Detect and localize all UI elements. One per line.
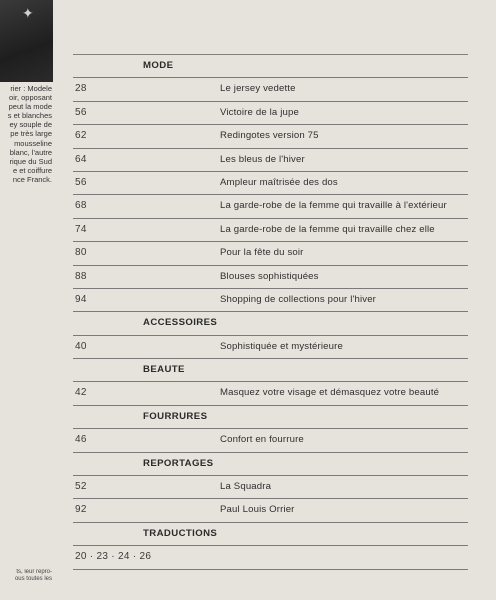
entry-title: Shopping de collections pour l'hiver — [220, 293, 377, 305]
section-heading-traductions — [73, 523, 468, 546]
section-heading: TRADUCTIONS — [143, 527, 218, 539]
page-number: 64 — [75, 153, 87, 165]
toc-entry — [73, 289, 468, 312]
toc-entry — [73, 78, 468, 101]
section-heading-accessoires — [73, 312, 468, 335]
page-number: 74 — [75, 223, 87, 235]
toc-entry — [73, 382, 468, 405]
entry-title: Pour la fête du soir — [220, 247, 304, 259]
entry-title: Ampleur maîtrisée des dos — [220, 176, 338, 188]
caption-line: e et coiffure — [12, 165, 52, 175]
entry-title: La garde-robe de la femme qui travaille chez elle — [220, 223, 435, 235]
entry-title: Blouses sophistiquées — [220, 270, 319, 282]
entry-title: Paul Louis Orrier — [220, 504, 295, 516]
footnote — [0, 569, 52, 583]
page-number: 68 — [75, 200, 87, 212]
section-heading-reportages — [73, 453, 468, 476]
section-heading-fourrures — [73, 406, 468, 429]
page-number: 52 — [75, 481, 87, 493]
page-number: 28 — [75, 83, 87, 95]
page-number: 46 — [75, 434, 87, 446]
toc-entry — [73, 266, 468, 289]
section-heading: MODE — [143, 60, 174, 71]
toc-entry — [73, 219, 468, 242]
cover-photo — [0, 0, 53, 82]
toc-entry — [73, 172, 468, 195]
entry-title: La garde-robe de la femme qui travaille à l'extérieur — [220, 200, 447, 212]
section-heading-beaute — [73, 359, 468, 382]
caption-line: nce Franck. — [12, 174, 52, 184]
photo-caption — [0, 84, 52, 184]
toc-entry — [73, 546, 468, 569]
entry-title: Victoire de la jupe — [220, 106, 299, 118]
caption-line: peut la mode — [8, 102, 52, 112]
page-number: 56 — [75, 106, 87, 118]
entry-title: Redingotes version 75 — [220, 130, 319, 142]
caption-line: ey souple de — [9, 120, 52, 130]
page-number: 92 — [75, 504, 87, 516]
caption-line: rier : Modele — [10, 84, 52, 93]
page-number: 62 — [75, 130, 87, 142]
caption-line: rique du Sud — [9, 156, 52, 166]
entry-title: Confort en fourrure — [220, 434, 304, 446]
entry-title: Les bleus de l'hiver — [220, 153, 305, 165]
toc-entry — [73, 195, 468, 218]
section-heading: ACCESSOIRES — [143, 317, 218, 329]
toc-entry — [73, 149, 468, 172]
toc-entry — [73, 476, 468, 499]
photo-figure-icon: ✦ — [22, 6, 34, 22]
caption-line: blanc, l'autre — [9, 147, 52, 157]
page-number: 40 — [75, 340, 87, 352]
toc-entry — [73, 336, 468, 359]
page-number: 42 — [75, 387, 87, 399]
entry-title: Le jersey vedette — [220, 83, 296, 95]
page-number: 88 — [75, 270, 87, 282]
section-heading: FOURRURES — [143, 410, 208, 422]
toc-entry — [73, 125, 468, 148]
page-number: 56 — [75, 176, 87, 188]
toc-entry — [73, 499, 468, 522]
page-number: 80 — [75, 247, 87, 259]
section-heading-mode — [73, 55, 468, 78]
page-number: 94 — [75, 293, 87, 305]
entry-title: La Squadra — [220, 481, 272, 493]
toc-entry — [73, 242, 468, 265]
entry-title: Sophistiquée et mystérieure — [220, 340, 343, 352]
caption-line: s et blanches — [7, 111, 52, 121]
caption-line: pe très large — [10, 129, 52, 139]
section-heading: BEAUTE — [143, 364, 185, 376]
section-heading: REPORTAGES — [143, 457, 214, 469]
caption-line: oir, opposant — [9, 93, 52, 103]
entry-title: Masquez votre visage et démasquez votre beauté — [220, 387, 440, 399]
toc-entry — [73, 429, 468, 452]
toc-entry — [73, 102, 468, 125]
caption-line: mousseline — [14, 138, 52, 148]
table-of-contents — [73, 54, 468, 570]
footnote-line: ous toutes les — [14, 576, 52, 582]
page-number: 20 · 23 · 24 · 26 — [75, 551, 152, 563]
footnote-line: ts, leur repro- — [16, 569, 52, 575]
